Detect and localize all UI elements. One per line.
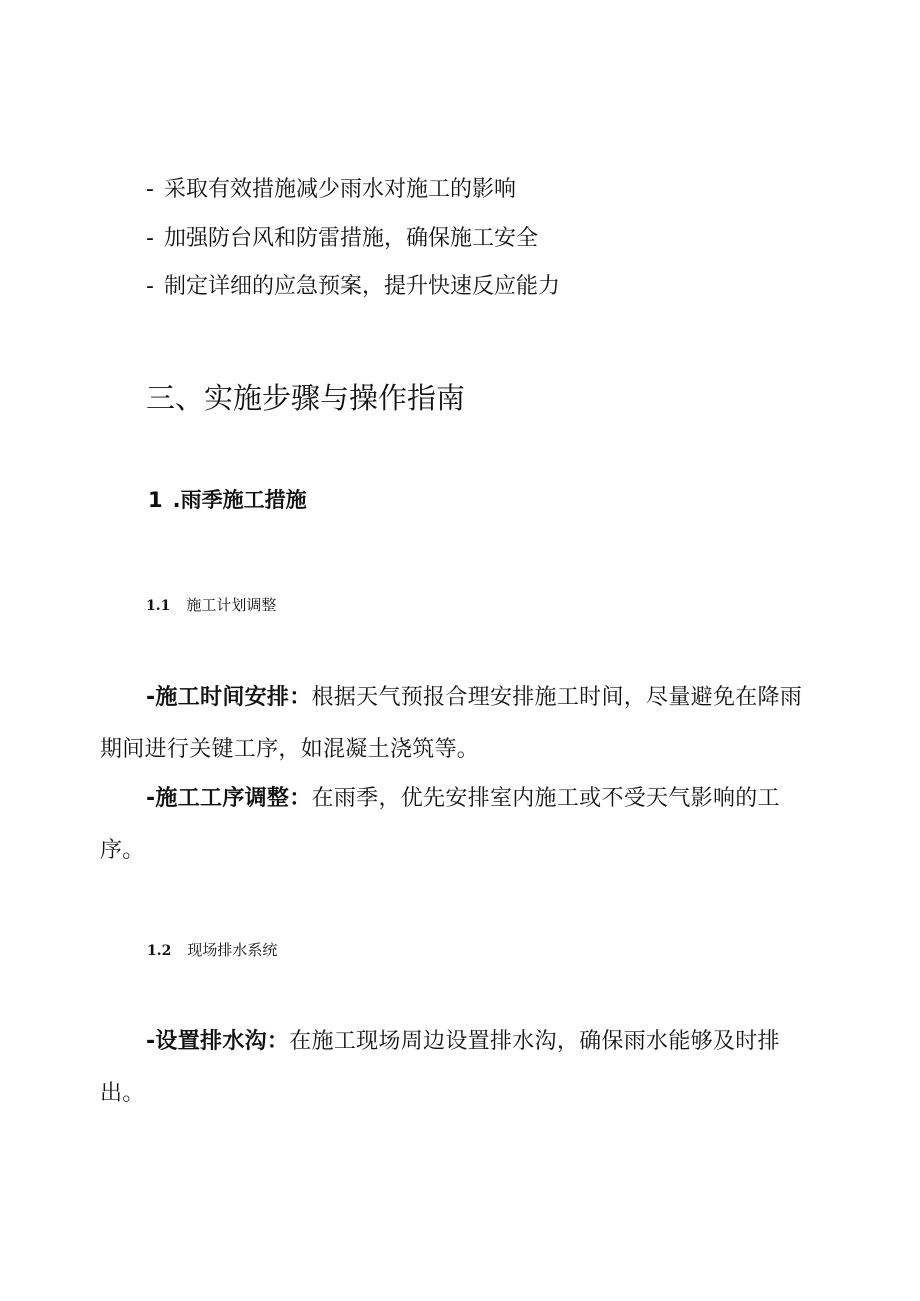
- bullet-text: 加强防台风和防雷措施，确保施工安全: [163, 226, 538, 251]
- bullet-item: [146, 272, 560, 302]
- bullet-dash: -: [146, 177, 154, 202]
- paragraph-sequence: [100, 773, 812, 877]
- paragraph-lead: -施工工序调整：: [146, 786, 312, 811]
- item-title: 施工计划调整: [186, 596, 277, 614]
- paragraph-lead: -设置排水沟：: [146, 1029, 290, 1054]
- item-heading-1-1: [146, 594, 276, 617]
- item-number: 1.2: [147, 943, 172, 959]
- item-number: 1.1: [146, 598, 171, 614]
- bullet-item: [146, 175, 516, 205]
- paragraph-text: 根据天气预报合理安排施工时间，尽量避免在降雨期间进行关键工序，如混凝土浇筑等。: [100, 685, 803, 762]
- paragraph-lead: -施工时间安排：: [146, 685, 312, 710]
- bullet-text: 采取有效措施减少雨水对施工的影响: [163, 177, 516, 202]
- paragraph-drainage: [100, 1016, 812, 1120]
- bullet-text: 制定详细的应急预案，提升快速反应能力: [163, 274, 560, 299]
- subsection-heading: [148, 485, 307, 515]
- bullet-dash: -: [146, 274, 154, 299]
- bullet-item: [146, 224, 538, 254]
- item-heading-1-2: [147, 939, 277, 962]
- subsection-title: .雨季施工措施: [172, 488, 307, 512]
- paragraph-text: 在雨季，优先安排室内施工或不受天气影响的工序。: [100, 786, 780, 863]
- paragraph-schedule: [100, 672, 812, 776]
- section-heading: 三、实施步骤与操作指南: [146, 381, 466, 415]
- subsection-number: 1: [148, 488, 163, 512]
- bullet-dash: -: [146, 226, 154, 251]
- item-title: 现场排水系统: [187, 941, 278, 959]
- paragraph-text: 在施工现场周边设置排水沟，确保雨水能够及时排出。: [100, 1029, 780, 1106]
